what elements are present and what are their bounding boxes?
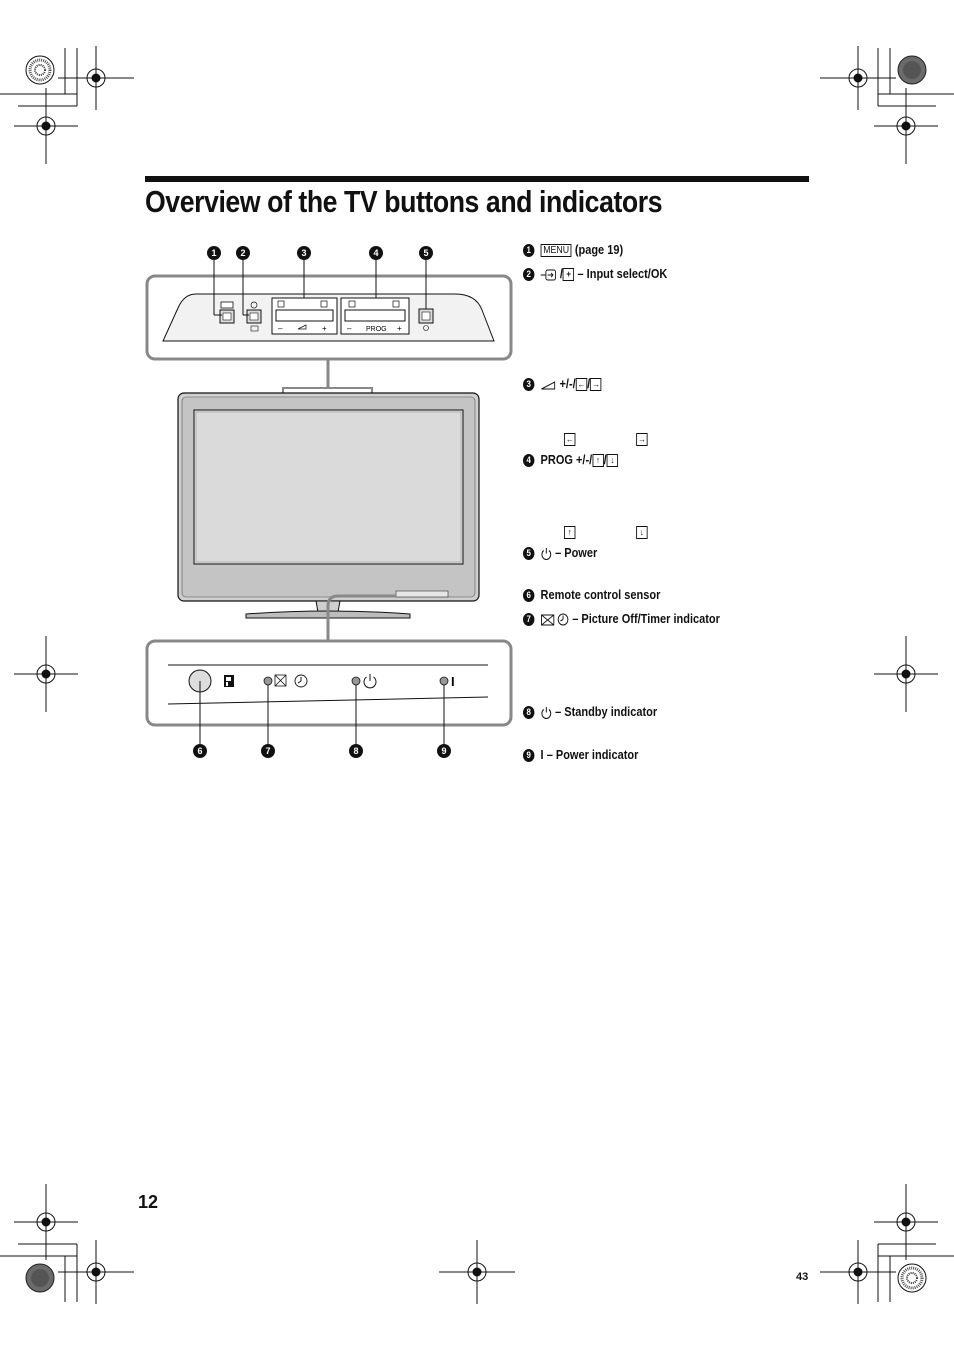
svg-text:+: +: [322, 324, 327, 333]
up-arrow-icon: ↑: [592, 454, 603, 467]
item-text: (page 19): [574, 243, 624, 257]
svg-text:3: 3: [301, 248, 307, 258]
callout-number: 7: [523, 613, 534, 626]
item-4: [523, 452, 618, 468]
item-text: PROG +/-/: [540, 453, 593, 467]
svg-text:PROG: PROG: [366, 326, 387, 333]
item-6: [523, 587, 660, 603]
item-7: [523, 611, 720, 627]
item-text: +/-/: [559, 377, 576, 391]
item-2: [523, 266, 667, 282]
svg-text:2: 2: [240, 248, 246, 258]
separator: /: [587, 377, 591, 391]
print-page-number: 43: [796, 1271, 809, 1283]
callout-number: 4: [523, 454, 534, 467]
item-text: – Picture Off/Timer indicator: [572, 612, 720, 626]
picture-off-icon: [541, 614, 555, 626]
svg-text:–: –: [347, 324, 352, 333]
down-arrow-icon: ↓: [607, 454, 618, 467]
standby-icon: [541, 706, 552, 719]
svg-text:1: 1: [211, 248, 217, 258]
svg-text:I: I: [451, 674, 455, 689]
power-icon: [541, 547, 552, 560]
left-arrow-icon: ←: [577, 379, 586, 390]
input-select-icon: [541, 269, 560, 281]
svg-text:–: –: [278, 324, 283, 333]
separator: /: [603, 453, 607, 467]
right-arrow-icon: →: [637, 434, 646, 445]
svg-text:8: 8: [353, 746, 359, 756]
prog-rocker: [341, 298, 409, 334]
item-8: [523, 704, 657, 720]
callout-number: 1: [523, 244, 534, 257]
callout-number: 3: [523, 378, 534, 391]
callout-number: 9: [523, 749, 534, 762]
separator: /: [559, 267, 563, 281]
timer-icon: [558, 613, 569, 626]
svg-text:+: +: [397, 324, 402, 333]
callout-number: 5: [523, 547, 534, 560]
bottom-callouts: [193, 744, 451, 758]
item-text: Remote control sensor: [540, 588, 661, 602]
volume-icon: [541, 380, 557, 390]
menu-key-icon: MENU: [541, 244, 572, 257]
callout-number: 2: [523, 268, 534, 281]
power-indicator-glyph: I: [540, 748, 544, 762]
svg-text:7: 7: [265, 746, 271, 756]
svg-text:6: 6: [197, 746, 203, 756]
item-text: – Input select/OK: [577, 267, 668, 281]
callout-number: 6: [523, 589, 534, 602]
item-text: – Power indicator: [546, 748, 639, 762]
item-3-subkeys: [564, 431, 648, 447]
tv-screen: [194, 410, 463, 564]
item-1: [523, 242, 623, 258]
down-arrow-icon: ↓: [636, 526, 647, 539]
right-arrow-icon: →: [591, 379, 600, 390]
item-5: [523, 545, 597, 561]
svg-text:5: 5: [423, 248, 429, 258]
left-arrow-icon: ←: [565, 434, 574, 445]
up-arrow-icon: ↑: [564, 526, 575, 539]
remote-sensor-mark: [224, 675, 234, 687]
menu-button: [220, 302, 234, 323]
item-4-subkeys: [564, 524, 648, 540]
volume-rocker: [272, 298, 337, 334]
page-title: Overview of the TV buttons and indicators: [145, 184, 663, 219]
svg-text:4: 4: [373, 248, 379, 258]
top-callouts: [207, 246, 433, 260]
item-9: [523, 747, 638, 763]
item-3: [523, 376, 602, 392]
ok-icon: +: [563, 268, 574, 281]
svg-text:9: 9: [441, 746, 447, 756]
item-text: – Standby indicator: [555, 705, 658, 719]
page-number: 12: [138, 1192, 159, 1212]
callout-number: 8: [523, 706, 534, 719]
item-text: – Power: [555, 546, 598, 560]
